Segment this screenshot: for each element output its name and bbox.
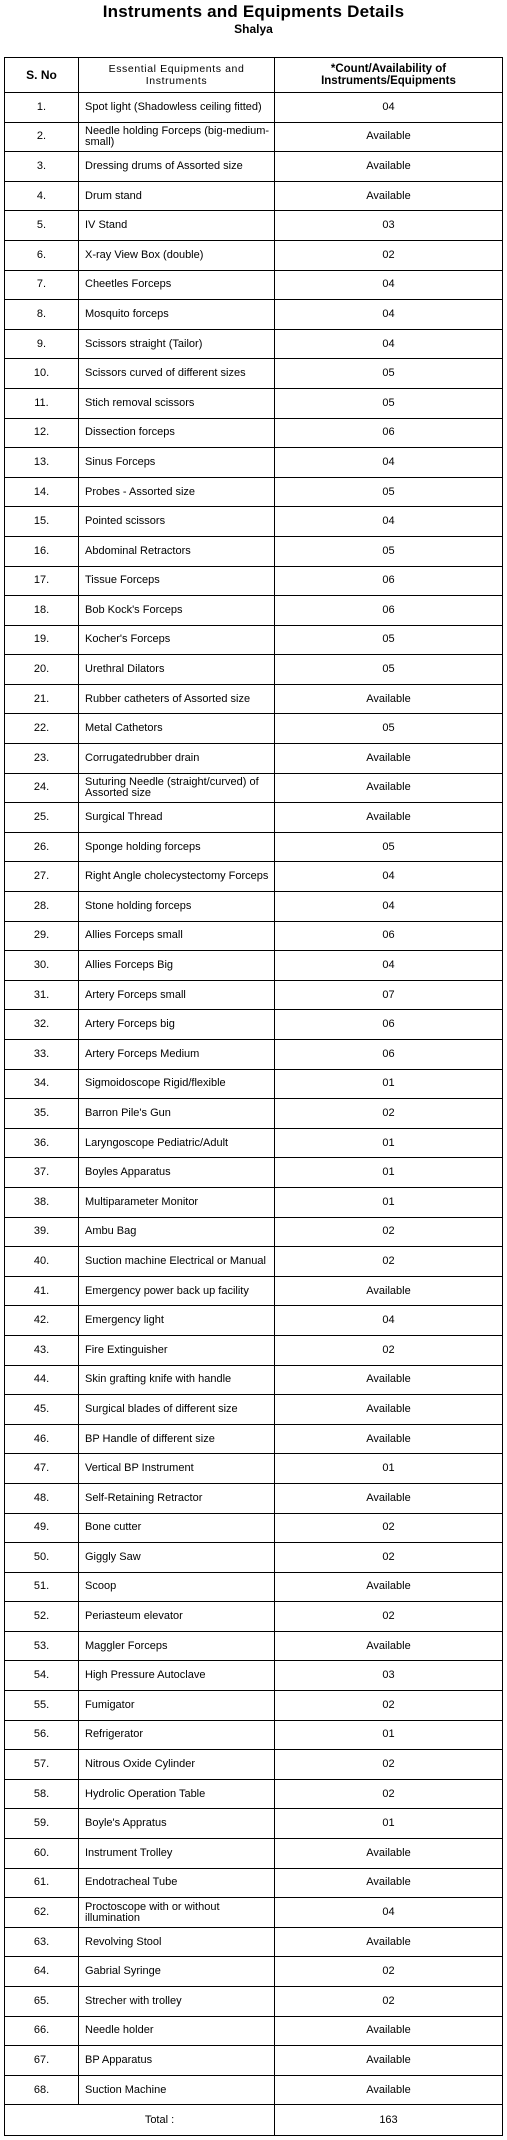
table-row [5,1483,503,1513]
row-count: 05 [275,388,503,418]
table-row [5,1927,503,1957]
row-equipment-name: Ambu Bag [79,1217,275,1247]
table-row [5,1010,503,1040]
row-equipment-name: X-ray View Box (double) [79,240,275,270]
row-equipment-name: Sigmoidoscope Rigid/flexible [79,1069,275,1099]
table-row [5,1602,503,1632]
row-sno: 2. [5,122,79,152]
row-count: 06 [275,921,503,951]
table-row [5,388,503,418]
row-equipment-name: Self-Retaining Retractor [79,1483,275,1513]
row-count: 04 [275,270,503,300]
row-equipment-name: Nitrous Oxide Cylinder [79,1750,275,1780]
table-row [5,1424,503,1454]
row-count: Available [275,1927,503,1957]
row-count: Available [275,1572,503,1602]
row-equipment-name: Kocher's Forceps [79,625,275,655]
row-count: 06 [275,418,503,448]
row-count: Available [275,1868,503,1898]
row-equipment-name: Revolving Stool [79,1927,275,1957]
row-count: 05 [275,832,503,862]
row-count: 01 [275,1809,503,1839]
table-row [5,655,503,685]
row-count: 02 [275,1779,503,1809]
table-body [5,93,503,2136]
row-count: 04 [275,448,503,478]
row-sno: 8. [5,300,79,330]
table-row [5,1720,503,1750]
row-count: Available [275,684,503,714]
table-row [5,714,503,744]
row-sno: 11. [5,388,79,418]
row-count: Available [275,744,503,774]
table-row [5,329,503,359]
table-row [5,862,503,892]
row-sno: 35. [5,1099,79,1129]
row-count: 02 [275,1099,503,1129]
row-sno: 1. [5,93,79,123]
row-equipment-name: Bob Kock's Forceps [79,596,275,626]
table-row [5,2016,503,2046]
row-equipment-name: Right Angle cholecystectomy Forceps [79,862,275,892]
total-value: 163 [275,2105,503,2136]
table-row [5,211,503,241]
table-row [5,1809,503,1839]
table-row [5,1513,503,1543]
row-sno: 53. [5,1631,79,1661]
table-row [5,1069,503,1099]
row-count: 01 [275,1069,503,1099]
table-row [5,1040,503,1070]
row-sno: 25. [5,803,79,833]
table-row [5,1306,503,1336]
row-equipment-name: Suction Machine [79,2075,275,2105]
row-equipment-name: Scissors curved of different sizes [79,359,275,389]
table-row [5,1128,503,1158]
row-count: 04 [275,1306,503,1336]
table-row [5,1750,503,1780]
row-equipment-name: Multiparameter Monitor [79,1187,275,1217]
table-row [5,1543,503,1573]
row-count: 01 [275,1187,503,1217]
row-equipment-name: Scissors straight (Tailor) [79,329,275,359]
table-row [5,1868,503,1898]
row-count: 02 [275,1217,503,1247]
row-count: 01 [275,1454,503,1484]
row-equipment-name: Cheetles Forceps [79,270,275,300]
row-equipment-name: Bone cutter [79,1513,275,1543]
row-count: 02 [275,240,503,270]
table-row [5,1247,503,1277]
table-row [5,951,503,981]
row-sno: 68. [5,2075,79,2105]
page-subtitle: Shalya [234,22,273,36]
row-equipment-name: Emergency power back up facility [79,1276,275,1306]
row-equipment-name: Drum stand [79,181,275,211]
row-sno: 31. [5,980,79,1010]
row-count: 04 [275,951,503,981]
row-sno: 20. [5,655,79,685]
row-sno: 37. [5,1158,79,1188]
row-count: 06 [275,1040,503,1070]
row-equipment-name: Endotracheal Tube [79,1868,275,1898]
row-count: 04 [275,1898,503,1928]
row-count: 02 [275,1987,503,2017]
row-sno: 36. [5,1128,79,1158]
row-sno: 5. [5,211,79,241]
row-sno: 66. [5,2016,79,2046]
table-row [5,418,503,448]
row-count: 03 [275,1661,503,1691]
row-sno: 22. [5,714,79,744]
table-row [5,152,503,182]
row-count: Available [275,1365,503,1395]
table-row [5,359,503,389]
header-count: *Count/Availability of Instruments/Equipments [275,58,503,93]
row-count: 02 [275,1691,503,1721]
table-row [5,1395,503,1425]
row-equipment-name: Stone holding forceps [79,892,275,922]
row-count: 05 [275,714,503,744]
row-equipment-name: Dissection forceps [79,418,275,448]
row-equipment-name: Suction machine Electrical or Manual [79,1247,275,1277]
row-count: 01 [275,1720,503,1750]
row-count: 02 [275,1543,503,1573]
row-count: 05 [275,359,503,389]
row-sno: 14. [5,477,79,507]
row-count: Available [275,2016,503,2046]
row-equipment-name: Tissue Forceps [79,566,275,596]
row-sno: 63. [5,1927,79,1957]
table-row [5,1158,503,1188]
row-sno: 55. [5,1691,79,1721]
row-sno: 27. [5,862,79,892]
row-sno: 46. [5,1424,79,1454]
row-sno: 17. [5,566,79,596]
table-row [5,507,503,537]
row-count: 01 [275,1128,503,1158]
table-row [5,1898,503,1928]
row-count: 05 [275,536,503,566]
row-sno: 52. [5,1602,79,1632]
row-count: Available [275,1395,503,1425]
row-count: Available [275,1631,503,1661]
row-count: 06 [275,596,503,626]
row-equipment-name: Abdominal Retractors [79,536,275,566]
row-equipment-name: Vertical BP Instrument [79,1454,275,1484]
row-sno: 49. [5,1513,79,1543]
row-sno: 67. [5,2046,79,2076]
row-equipment-name: Suturing Needle (straight/curved) of Assorted size [79,773,275,803]
row-equipment-name: Artery Forceps Medium [79,1040,275,1070]
row-sno: 28. [5,892,79,922]
row-sno: 39. [5,1217,79,1247]
table-row [5,1691,503,1721]
row-equipment-name: Instrument Trolley [79,1839,275,1869]
table-row [5,122,503,152]
row-equipment-name: Metal Cathetors [79,714,275,744]
table-row [5,1187,503,1217]
row-count: Available [275,181,503,211]
row-sno: 45. [5,1395,79,1425]
row-sno: 3. [5,152,79,182]
table-row [5,1779,503,1809]
table-row [5,832,503,862]
row-equipment-name: Boyle's Appratus [79,1809,275,1839]
table-row [5,1957,503,1987]
row-count: Available [275,803,503,833]
row-count: 02 [275,1957,503,1987]
row-sno: 58. [5,1779,79,1809]
row-count: 04 [275,329,503,359]
table-row [5,181,503,211]
row-equipment-name: Allies Forceps small [79,921,275,951]
row-count: 04 [275,862,503,892]
row-count: 05 [275,477,503,507]
row-sno: 18. [5,596,79,626]
row-count: Available [275,2075,503,2105]
row-equipment-name: Periasteum elevator [79,1602,275,1632]
table-header-row [5,58,503,93]
row-sno: 34. [5,1069,79,1099]
row-count: 06 [275,566,503,596]
table-row [5,1987,503,2017]
table-row [5,1365,503,1395]
row-sno: 47. [5,1454,79,1484]
row-sno: 60. [5,1839,79,1869]
table-row [5,270,503,300]
total-row [5,2105,503,2136]
row-equipment-name: Urethral Dilators [79,655,275,685]
row-sno: 51. [5,1572,79,1602]
row-equipment-name: Skin grafting knife with handle [79,1365,275,1395]
row-sno: 13. [5,448,79,478]
table-row [5,892,503,922]
row-count: 02 [275,1247,503,1277]
table-row [5,1335,503,1365]
row-equipment-name: Fire Extinguisher [79,1335,275,1365]
table-row [5,773,503,803]
row-sno: 44. [5,1365,79,1395]
row-equipment-name: Artery Forceps big [79,1010,275,1040]
row-sno: 33. [5,1040,79,1070]
table-row [5,240,503,270]
row-equipment-name: Needle holder [79,2016,275,2046]
row-count: Available [275,1483,503,1513]
row-sno: 48. [5,1483,79,1513]
row-sno: 12. [5,418,79,448]
row-equipment-name: Surgical blades of different size [79,1395,275,1425]
table-row [5,1661,503,1691]
row-count: 04 [275,300,503,330]
row-sno: 40. [5,1247,79,1277]
row-sno: 30. [5,951,79,981]
row-equipment-name: Scoop [79,1572,275,1602]
row-sno: 9. [5,329,79,359]
row-sno: 41. [5,1276,79,1306]
table-row [5,921,503,951]
row-equipment-name: Strecher with trolley [79,1987,275,2017]
row-sno: 59. [5,1809,79,1839]
table-row [5,803,503,833]
row-equipment-name: High Pressure Autoclave [79,1661,275,1691]
row-equipment-name: Stich removal scissors [79,388,275,418]
table-row [5,1454,503,1484]
table-row [5,93,503,123]
row-sno: 21. [5,684,79,714]
row-equipment-name: Surgical Thread [79,803,275,833]
row-sno: 56. [5,1720,79,1750]
row-equipment-name: Probes - Assorted size [79,477,275,507]
row-sno: 42. [5,1306,79,1336]
table-row [5,1276,503,1306]
row-equipment-name: Barron Pile's Gun [79,1099,275,1129]
table-row [5,566,503,596]
row-sno: 10. [5,359,79,389]
row-sno: 57. [5,1750,79,1780]
row-sno: 54. [5,1661,79,1691]
row-sno: 64. [5,1957,79,1987]
row-equipment-name: Fumigator [79,1691,275,1721]
row-sno: 38. [5,1187,79,1217]
row-equipment-name: Refrigerator [79,1720,275,1750]
header-sno: S. No [5,58,79,93]
row-sno: 7. [5,270,79,300]
row-sno: 24. [5,773,79,803]
row-count: Available [275,122,503,152]
row-count: Available [275,152,503,182]
row-count: Available [275,1276,503,1306]
row-sno: 19. [5,625,79,655]
row-sno: 62. [5,1898,79,1928]
table-row [5,1839,503,1869]
row-equipment-name: Needle holding Forceps (big-medium-small) [79,122,275,152]
row-sno: 26. [5,832,79,862]
row-count: 04 [275,93,503,123]
table-row [5,744,503,774]
row-count: Available [275,2046,503,2076]
row-equipment-name: Corrugatedrubber drain [79,744,275,774]
row-sno: 43. [5,1335,79,1365]
row-count: 02 [275,1750,503,1780]
page-title: Instruments and Equipments Details [102,2,405,21]
table-row [5,448,503,478]
table-row [5,1631,503,1661]
row-equipment-name: IV Stand [79,211,275,241]
row-sno: 23. [5,744,79,774]
row-sno: 6. [5,240,79,270]
row-equipment-name: Emergency light [79,1306,275,1336]
row-equipment-name: Rubber catheters of Assorted size [79,684,275,714]
table-row [5,684,503,714]
row-equipment-name: Boyles Apparatus [79,1158,275,1188]
row-count: Available [275,1424,503,1454]
row-sno: 29. [5,921,79,951]
row-equipment-name: Proctoscope with or without illumination [79,1898,275,1928]
row-sno: 4. [5,181,79,211]
row-equipment-name: Giggly Saw [79,1543,275,1573]
table-row [5,300,503,330]
row-count: 03 [275,211,503,241]
table-row [5,536,503,566]
table-row [5,596,503,626]
total-label: Total : [5,2105,275,2136]
table-row [5,2075,503,2105]
row-count: 04 [275,892,503,922]
row-count: 06 [275,1010,503,1040]
row-equipment-name: Pointed scissors [79,507,275,537]
table-row [5,477,503,507]
row-equipment-name: Spot light (Shadowless ceiling fitted) [79,93,275,123]
row-count: Available [275,773,503,803]
row-equipment-name: Hydrolic Operation Table [79,1779,275,1809]
row-equipment-name: Gabrial Syringe [79,1957,275,1987]
row-sno: 15. [5,507,79,537]
row-equipment-name: Maggler Forceps [79,1631,275,1661]
row-count: 07 [275,980,503,1010]
table-row [5,2046,503,2076]
row-count: 05 [275,625,503,655]
row-equipment-name: Artery Forceps small [79,980,275,1010]
row-count: 02 [275,1513,503,1543]
row-sno: 50. [5,1543,79,1573]
row-equipment-name: Mosquito forceps [79,300,275,330]
table-row [5,1099,503,1129]
row-equipment-name: BP Handle of different size [79,1424,275,1454]
row-sno: 16. [5,536,79,566]
row-equipment-name: Sinus Forceps [79,448,275,478]
row-count: 04 [275,507,503,537]
equipment-table [4,57,503,2136]
row-equipment-name: BP Apparatus [79,2046,275,2076]
row-count: 01 [275,1158,503,1188]
row-sno: 65. [5,1987,79,2017]
row-count: 05 [275,655,503,685]
row-equipment-name: Allies Forceps Big [79,951,275,981]
row-sno: 61. [5,1868,79,1898]
header-name: Essential Equipments and Instruments [79,58,275,93]
row-equipment-name: Sponge holding forceps [79,832,275,862]
table-row [5,625,503,655]
row-equipment-name: Dressing drums of Assorted size [79,152,275,182]
row-count: 02 [275,1335,503,1365]
table-row [5,1572,503,1602]
row-equipment-name: Laryngoscope Pediatric/Adult [79,1128,275,1158]
table-row [5,1217,503,1247]
table-row [5,980,503,1010]
row-count: Available [275,1839,503,1869]
row-count: 02 [275,1602,503,1632]
row-sno: 32. [5,1010,79,1040]
